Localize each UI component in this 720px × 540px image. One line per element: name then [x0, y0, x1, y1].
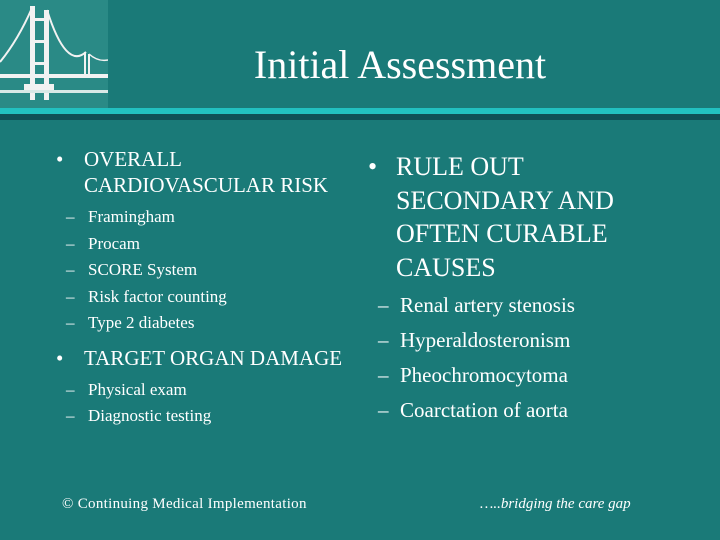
bullet-rule-out — [368, 150, 708, 284]
bullet-overall-risk — [56, 146, 346, 198]
bridge-logo — [0, 0, 108, 108]
footer-copyright: © Continuing Medical Implementation — [62, 496, 307, 512]
bullet-dot-icon: • — [56, 147, 64, 171]
sub-item: – Risk factor counting — [66, 286, 227, 306]
left-column — [56, 146, 346, 430]
bullet-heading: RULE OUT SECONDARY AND OFTEN CURABLE CAUSES — [396, 152, 614, 282]
bullet-dot-icon: • — [368, 152, 378, 181]
sub-item: – Pheochromocytoma — [378, 363, 568, 387]
sub-item: – Coarctation of aorta — [378, 398, 568, 422]
bullet-dot-icon: • — [56, 345, 64, 370]
sub-item: – Renal artery stenosis — [378, 293, 575, 317]
sub-item: – Diagnostic testing — [66, 406, 212, 425]
sub-item: – Type 2 diabetes — [66, 313, 195, 332]
bullet-heading: OVERALL CARDIOVASCULAR RISK — [84, 147, 329, 197]
sub-item: – Physical exam — [66, 379, 187, 399]
title-divider — [0, 108, 720, 122]
sub-item: – SCORE System — [66, 260, 198, 279]
sub-item: – Framingham — [66, 207, 175, 226]
sub-item: – Hyperaldosteronism — [378, 328, 571, 352]
footer-tagline: …..bridging the care gap — [480, 496, 631, 512]
sub-item: – Procam — [66, 233, 140, 253]
bullet-heading: TARGET ORGAN DAMAGE — [84, 345, 343, 370]
right-column — [368, 150, 708, 428]
slide-title: Initial Assessment — [253, 42, 547, 87]
golden-gate-bridge-icon — [0, 0, 108, 108]
bullet-target-organ — [56, 345, 346, 371]
